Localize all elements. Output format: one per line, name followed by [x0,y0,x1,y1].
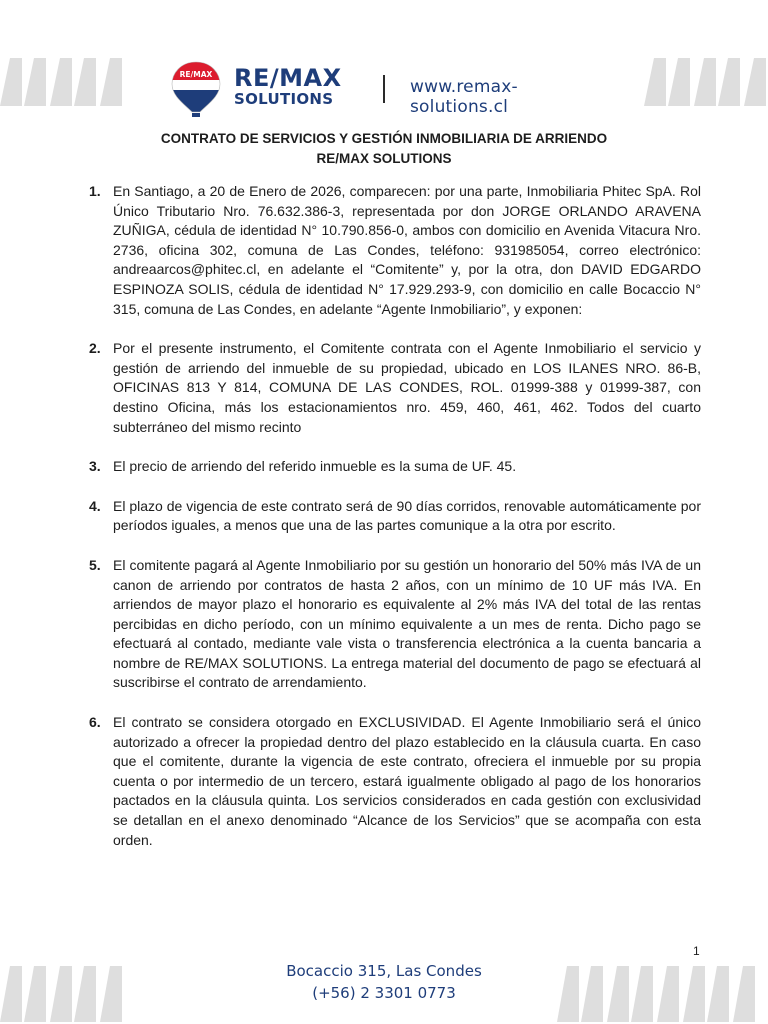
clause-list [89,182,701,870]
clause-text: El comitente pagará al Agente Inmobiliario por su gestión un honorario del 50% más IVA de un canon de arriendo por contratos de hasta 2 años, con un mínimo de 10 UF más IVA. En arriendos de mayor plazo el honorario es equivalente al 2% más IVA del total de las rentas percibidas en dicho período, con un mínimo equivalente a un mes de renta. Dicho pago se efectuará al contado, mediante vale vista o transferencia electrónica a la cuenta bancaria a nombre de RE/MAX SOLUTIONS. La entrega material del documento de pago se efectuará al suscribirse el contrato de arrendamiento. [113,556,701,691]
brand-name [234,66,342,108]
clause-number: 6. [89,714,101,731]
logo-badge-text: RE/MAX [179,70,213,79]
clause-2 [89,339,701,437]
contract-title [0,129,768,169]
clause-number: 3. [89,458,101,475]
clause-4 [89,497,701,536]
clause-1 [89,182,701,319]
clause-number: 4. [89,497,101,514]
page-number: 1 [693,944,700,958]
watermark-pattern-top-right [640,58,768,106]
brand-line-solutions: SOLUTIONS [234,90,334,108]
footer-contact [0,960,768,1004]
footer-address: Bocaccio 315, Las Condes [286,962,482,980]
header-divider [383,75,385,103]
clause-number: 1. [89,183,101,199]
clause-text: Por el presente instrumento, el Comitente contrata con el Agente Inmobiliario el servicio y gestión de arriendo del inmueble de su propiedad, ubicado en LOS ILANES NRO. 86-B, OFICINAS 813 Y 814, COMUNA DE LAS CONDES, ROL. 01999-388 y 01999-387, con destino Oficina, más los estacionamientos nro. 459, 460, 461, 462. Todos del cuarto subterráneo del mismo recinto [113,340,701,435]
clause-text: El precio de arriendo del referido inmueble es la suma de UF. 45. [113,458,517,475]
clause-number: 5. [89,556,101,573]
website-link[interactable]: www.remax-solutions.cl [410,77,518,117]
clause-6 [89,713,701,850]
clause-number: 2. [89,340,101,357]
remax-balloon-logo-icon [170,60,222,118]
clause-text: El contrato se considera otorgado en EXCLUSIVIDAD. El Agente Inmobiliario será el único autorizado a ofrecer la propiedad dentro del plazo establecido en la cláusula cuarta. En caso que el comitente, durante la vigencia de este contrato, ofreciera el inmueble por su propia cuenta o por intermedio de un tercero, estará igualmente obligado al pago de los honorarios pactados en la cláusula quinta. Los servicios considerados en cada gestión con exclusividad se detallan en el anexo denominado “Alcance de los Servicios” que se acompaña con esta orden. [113,714,701,848]
clause-text: En Santiago, a 20 de Enero de 2026, comparecen: por una parte, Inmobiliaria Phitec SpA. Rol Único Tributario Nro. 76.632.386-3, representada por don JORGE ORLANDO ARAVENA ZUÑIGA, cédula de identidad N° 10.790.856-0, ambos con domicilio en Avenida Vitacura Nro. 2736, oficina 302, comuna de Las Condes, teléfono: 931985054, correo electrónico: andreaarcos@phitec.cl, en adelante el “Comitente” y, por la otra, don DAVID EDGARDO ESPINOZA SOLIS, cédula de identidad N° 17.929.293-9, con domicilio en calle Bocaccio N° 315, comuna de Las Condes, en adelante “Agente Inmobiliario”, y exponen: [113,183,701,317]
letterhead [170,60,610,120]
footer-phone: (+56) 2 3301 0773 [312,984,456,1002]
contract-title-line-2: RE/MAX SOLUTIONS [316,151,452,166]
watermark-pattern-top-left [0,58,130,106]
contract-title-line-1: CONTRATO DE SERVICIOS Y GESTIÓN INMOBILIARIA DE ARRIENDO [160,131,608,146]
brand-line-remax: RE/MAX [234,64,342,92]
clause-text: El plazo de vigencia de este contrato será de 90 días corridos, renovable automáticamente por períodos iguales, a menos que una de las partes comunique a la otra por escrito. [113,497,701,534]
clause-3 [89,457,701,477]
clause-5 [89,556,701,693]
